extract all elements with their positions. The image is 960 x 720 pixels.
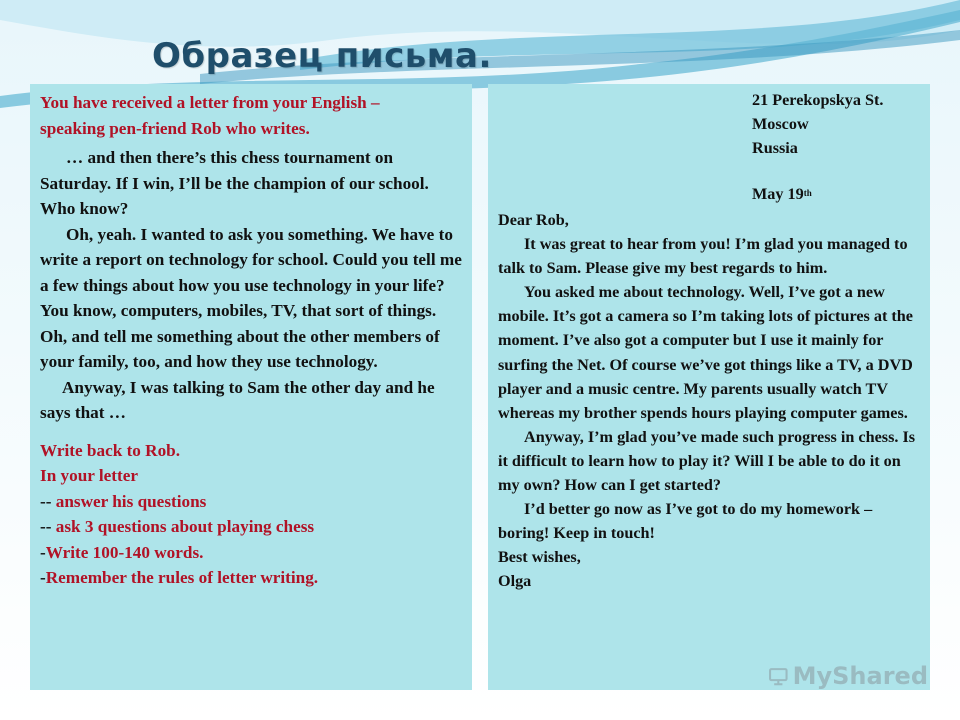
instruction-text: Remember the rules of letter writing. [45,568,319,587]
instruction-item-3 [40,540,466,566]
address-line-3: Russia [752,139,798,157]
address-line-2: Moscow [752,115,809,133]
quoted-paragraph-2: Oh, yeah. I wanted to ask you something. We have to write a report on technology for school. Could you tell me a few things about how you use technology in your life? You know, computers, mobiles, TV, that sort of things. Oh, and tell me something about the other members of your family, too, and how they use technology. [40,224,462,371]
instruction-line-1: Write back to Rob. [40,440,181,460]
date-suffix: th [803,188,812,198]
instruction-bullet: -- [40,491,52,511]
letter-closing: Best wishes, [498,548,581,567]
instruction-item-1 [40,489,466,515]
instruction-text: answer his questions [51,491,207,511]
task-panel [30,84,472,690]
quoted-paragraph-3: Anyway, I was talking to Sam the other day and he says that … [40,377,435,422]
instruction-item-4 [40,565,466,591]
task-content [40,90,466,591]
task-instructions [40,438,466,591]
instruction-bullet: - [40,542,46,562]
instruction-text: ask 3 questions about playing chess [51,517,315,536]
letter-date [752,182,883,206]
instruction-bullet: - [40,568,46,587]
sender-address [752,88,883,206]
instruction-line-2: In your letter [40,466,139,485]
task-intro [40,90,466,141]
letter-paragraph-2: You asked me about technology. Well, I’ve got a new mobile. It’s got a camera so I’m taking lots of pictures at the moment. I’ve also got a computer but I use it mainly for surfing the Net. Of course we’ve got things like a TV, a DVD player and a music centre. My parents usually watch TV whereas my brother spends hours playing computer games. [498,283,913,422]
sample-letter-panel [488,84,930,690]
quoted-paragraph-1: … and then there’s this chess tournament on Saturday. If I win, I’ll be the champion of our school. Who know? [40,148,429,218]
instruction-text: Write 100-140 words. [45,542,204,562]
slide-title: Образец письма. [152,36,492,76]
letter-paragraph-4: I’d better go now as I’ve got to do my homework – boring! Keep in touch! [498,500,873,543]
letter-signature: Olga [498,572,532,591]
letter-paragraph-1: It was great to hear from you! I’m glad you managed to talk to Sam. Please give my best regards to him. [498,235,908,278]
myshared-watermark [768,656,928,696]
instruction-bullet: -- [40,517,52,536]
task-intro-line-1: You have received a letter from your English – [40,93,380,112]
watermark-text: MyShared [792,662,928,690]
letter-greeting: Dear Rob, [498,211,569,229]
letter-body [498,208,926,594]
instruction-item-2 [40,514,466,540]
projector-screen-icon [768,661,789,691]
letter-paragraph-3: Anyway, I’m glad you’ve made such progress in chess. Is it difficult to learn how to play it? Will I be able to do it on my own? How can I get started? [498,427,916,495]
quoted-letter [40,145,466,426]
date-text: May 19 [752,185,804,203]
task-intro-line-2: speaking pen-friend Rob who writes. [40,118,310,138]
address-line-1: 21 Perekopskya St. [752,91,884,109]
